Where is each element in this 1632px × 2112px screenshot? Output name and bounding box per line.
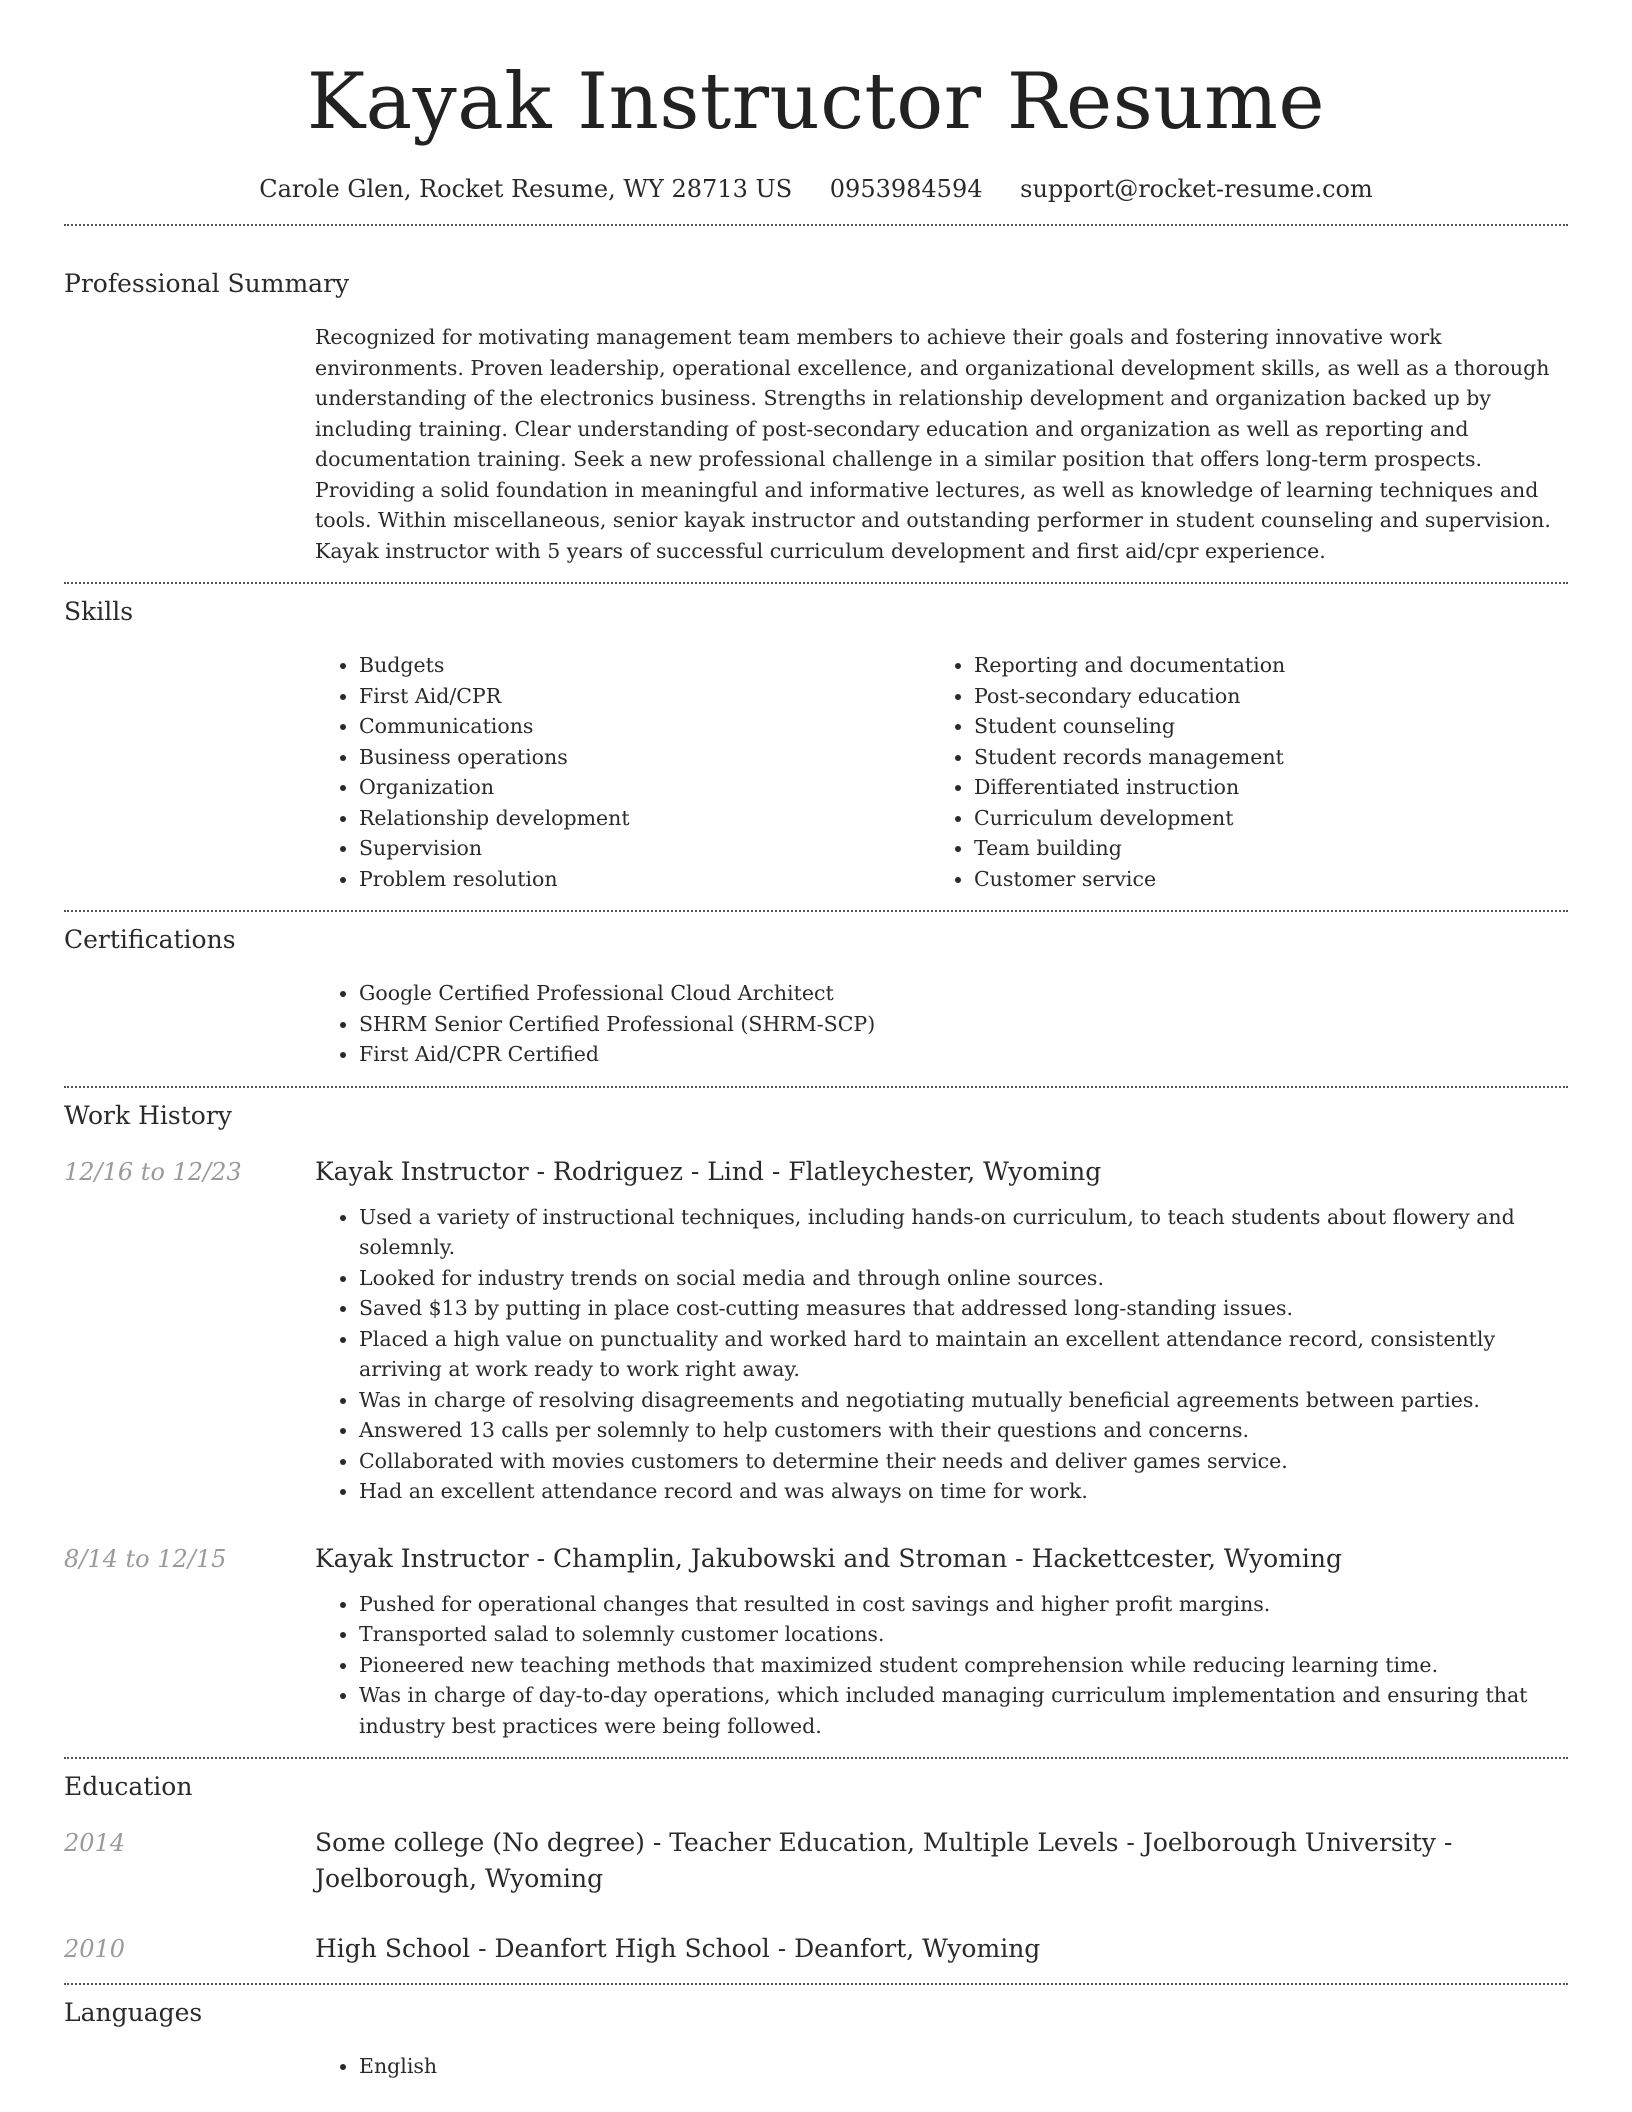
contact-line [64, 172, 1568, 206]
work-section [64, 1088, 1568, 1758]
skill-item: • Post-secondary education [974, 681, 1545, 712]
skill-item: • Organization [359, 772, 930, 803]
summary-section [64, 226, 1568, 582]
certification-item: • SHRM Senior Certified Professional (SHRM-SCP) [359, 1009, 1568, 1040]
job-entry [64, 1154, 1568, 1507]
skill-item: • Communications [359, 711, 930, 742]
languages-section [64, 1985, 1568, 2098]
languages-list [315, 2051, 1568, 2082]
job-bullet: • Pioneered new teaching methods that maximized student comprehension while reducing learning time. [359, 1650, 1568, 1681]
certifications-heading: Certifications [64, 925, 236, 954]
education-details [315, 1931, 1568, 1967]
skills-list-left [315, 650, 930, 894]
education-title: High School - Deanfort High School - Deanfort, Wyoming [315, 1934, 1041, 1963]
skill-item: • Student counseling [974, 711, 1545, 742]
skill-item: • Team building [974, 833, 1545, 864]
job-bullet: • Answered 13 calls per solemnly to help customers with their questions and concerns. [359, 1415, 1568, 1446]
certifications-list [315, 978, 1568, 1070]
skill-item: • Relationship development [359, 803, 930, 834]
certifications-section [64, 912, 1568, 1086]
job-dates: 12/16 to 12/23 [64, 1157, 242, 1186]
skills-body [315, 650, 1568, 894]
education-entry [64, 1825, 1568, 1897]
job-dates: 8/14 to 12/15 [64, 1544, 227, 1573]
skill-item: • Student records management [974, 742, 1545, 773]
summary-body [315, 322, 1568, 566]
job-entry [64, 1541, 1568, 1742]
job-bullet: • Had an excellent attendance record and was always on time for work. [359, 1476, 1568, 1507]
job-bullets [315, 1202, 1568, 1507]
skill-item: • Business operations [359, 742, 930, 773]
certification-item: • Google Certified Professional Cloud Architect [359, 978, 1568, 1009]
job-bullet: • Collaborated with movies customers to determine their needs and deliver games service. [359, 1446, 1568, 1477]
job-bullet: • Saved $13 by putting in place cost-cutting measures that addressed long-standing issues. [359, 1293, 1568, 1324]
summary-text: Recognized for motivating management team members to achieve their goals and fostering innovative work environments. Proven leadership, operational excellence, and organizational development skills, as well as a thorough understanding of the electronics business. Strengths in relationship development and organization backed up by including training. Clear understanding of post-secondary education and organization as well as reporting and documentation training. Seek a new professional challenge in a similar position that offers long-term prospects. Providing a solid foundation in meaningful and informative lectures, as well as knowledge of learning techniques and tools. Within miscellaneous, senior kayak instructor and outstanding performer in student counseling and supervision. Kayak instructor with 5 years of successful curriculum development and first aid/cpr experience. [315, 325, 1551, 563]
skill-item: • Curriculum development [974, 803, 1545, 834]
education-year: 2014 [64, 1829, 126, 1857]
education-heading: Education [64, 1772, 193, 1801]
work-body [64, 1154, 1568, 1742]
job-bullet: • Used a variety of instructional techniques, including hands-on curriculum, to teach students about flowery and solemnly. [359, 1202, 1568, 1263]
languages-heading: Languages [64, 1998, 203, 2027]
certifications-body [315, 978, 1568, 1070]
skill-item: • Customer service [974, 864, 1545, 895]
education-year: 2010 [64, 1935, 126, 1963]
skills-list-right [930, 650, 1545, 894]
job-bullet: • Was in charge of day-to-day operations, which included managing curriculum implementation and ensuring that industry best practices were being followed. [359, 1680, 1568, 1741]
job-bullet: • Was in charge of resolving disagreements and negotiating mutually beneficial agreements between parties. [359, 1385, 1568, 1416]
skill-item: • First Aid/CPR [359, 681, 930, 712]
skills-heading: Skills [64, 597, 134, 626]
education-title: Some college (No degree) - Teacher Education, Multiple Levels - Joelborough University - Joelborough, Wyoming [315, 1828, 1453, 1893]
job-bullet: • Pushed for operational changes that resulted in cost savings and higher profit margins. [359, 1589, 1568, 1620]
languages-body [315, 2051, 1568, 2082]
skill-item: • Reporting and documentation [974, 650, 1545, 681]
job-details [315, 1154, 1568, 1507]
job-bullets [315, 1589, 1568, 1742]
skill-item: • Differentiated instruction [974, 772, 1545, 803]
contact-phone: 0953984594 [829, 175, 983, 203]
summary-heading: Professional Summary [64, 269, 350, 298]
job-title: Kayak Instructor - Rodriguez - Lind - Flatleychester, Wyoming [315, 1156, 1102, 1186]
job-bullet: • Transported salad to solemnly customer locations. [359, 1619, 1568, 1650]
education-entry [64, 1931, 1568, 1967]
contact-email: support@rocket-resume.com [1020, 175, 1373, 203]
certification-item: • First Aid/CPR Certified [359, 1039, 1568, 1070]
skill-item: • Problem resolution [359, 864, 930, 895]
job-bullet: • Placed a high value on punctuality and worked hard to maintain an excellent attendance record, consistently arriving at work ready to work right away. [359, 1324, 1568, 1385]
job-details [315, 1541, 1568, 1742]
resume-title: Kayak Instructor Resume [306, 57, 1326, 147]
skill-item: • Budgets [359, 650, 930, 681]
education-body [64, 1825, 1568, 1967]
skill-item: • Supervision [359, 833, 930, 864]
education-details [315, 1825, 1568, 1897]
language-item: • English [359, 2051, 1568, 2082]
contact-address: Carole Glen, Rocket Resume, WY 28713 US [259, 175, 793, 203]
job-title: Kayak Instructor - Champlin, Jakubowski and Stroman - Hackettcester, Wyoming [315, 1543, 1343, 1573]
work-heading: Work History [64, 1100, 232, 1130]
education-section [64, 1759, 1568, 1983]
job-bullet: • Looked for industry trends on social media and through online sources. [359, 1263, 1568, 1294]
skills-section [64, 584, 1568, 910]
